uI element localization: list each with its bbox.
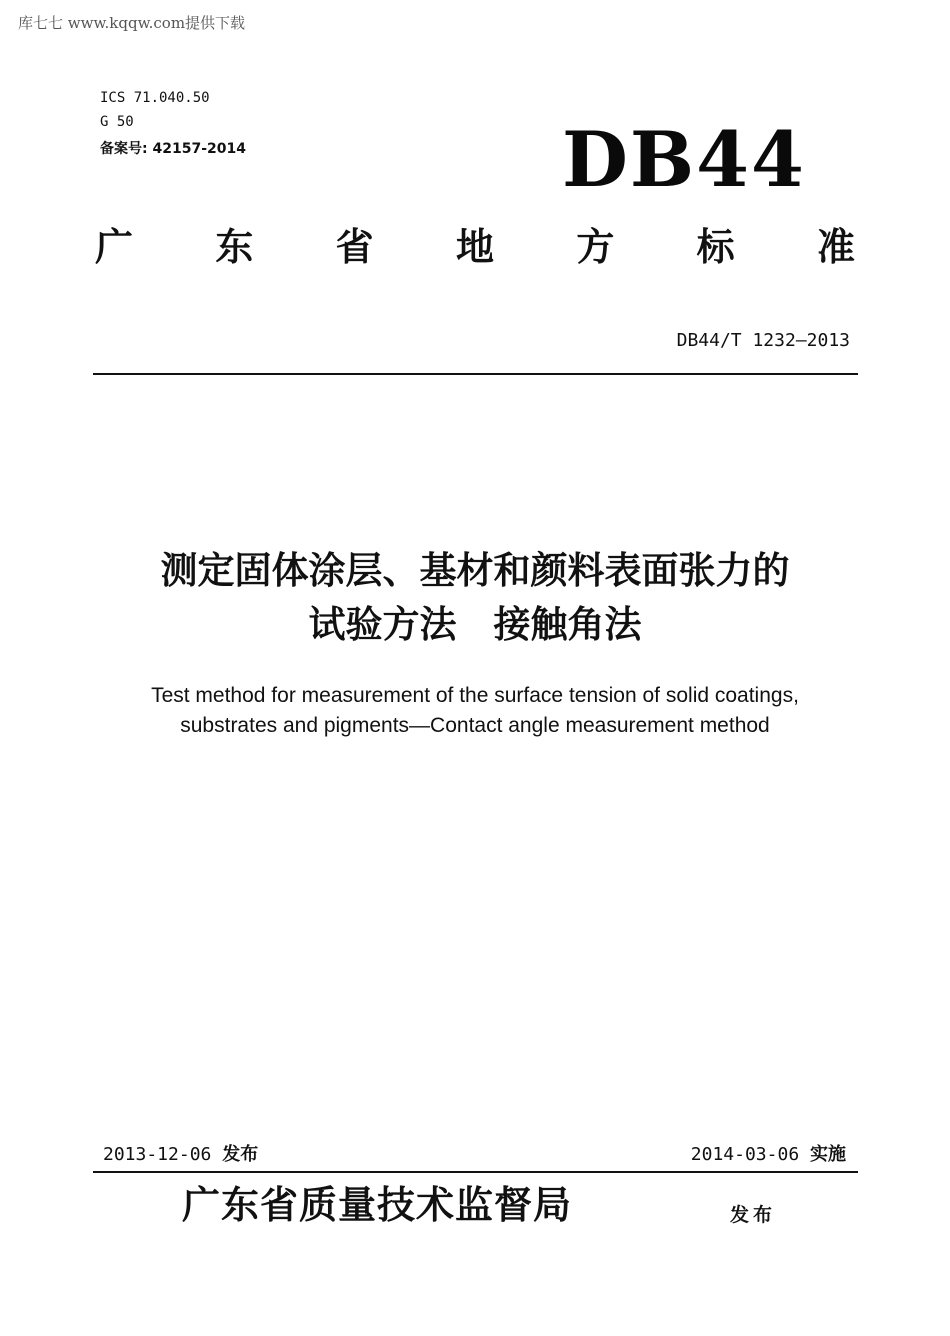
bottom-divider (93, 1171, 858, 1173)
title-en-line2: substrates and pigments—Contact angle measurement method (180, 714, 770, 737)
record-value: 42157-2014 (152, 141, 246, 157)
heading-char: 省 (335, 225, 374, 269)
title-cn-line2: 试验方法 接触角法 (308, 603, 642, 646)
issue-date (103, 1140, 258, 1166)
heading-char: 广 (95, 225, 134, 269)
implement-date-label: 实施 (810, 1144, 846, 1165)
issue-date-value: 2013-12-06 (103, 1144, 212, 1165)
heading-char: 方 (576, 225, 615, 269)
implement-date (691, 1140, 846, 1166)
title-en-line1: Test method for measurement of the surface tension of solid coatings, (151, 684, 799, 707)
ccs-code: G 50 (100, 114, 134, 130)
heading-char: 地 (455, 225, 494, 269)
record-label: 备案号: (100, 141, 148, 157)
standard-number: DB44/T 1232—2013 (676, 330, 850, 351)
top-divider (93, 373, 858, 375)
ics-code: ICS 71.040.50 (100, 90, 210, 106)
issuing-authority: 广东省质量技术监督局 (182, 1182, 573, 1227)
record-number (100, 138, 246, 158)
standard-type-heading (95, 225, 855, 269)
issue-date-label: 发布 (222, 1144, 259, 1165)
watermark-text: 库七七 www.kqqw.com提供下载 (18, 14, 246, 32)
heading-char: 标 (696, 225, 735, 269)
title-cn-line1: 测定固体涂层、基材和颜料表面张力的 (160, 549, 790, 592)
db44-logo: DB44 (562, 115, 806, 204)
heading-char: 东 (215, 225, 254, 269)
implement-date-value: 2014-03-06 (690, 1144, 800, 1165)
issuer-release-label: 发布 (730, 1204, 777, 1226)
heading-char: 准 (816, 225, 855, 269)
